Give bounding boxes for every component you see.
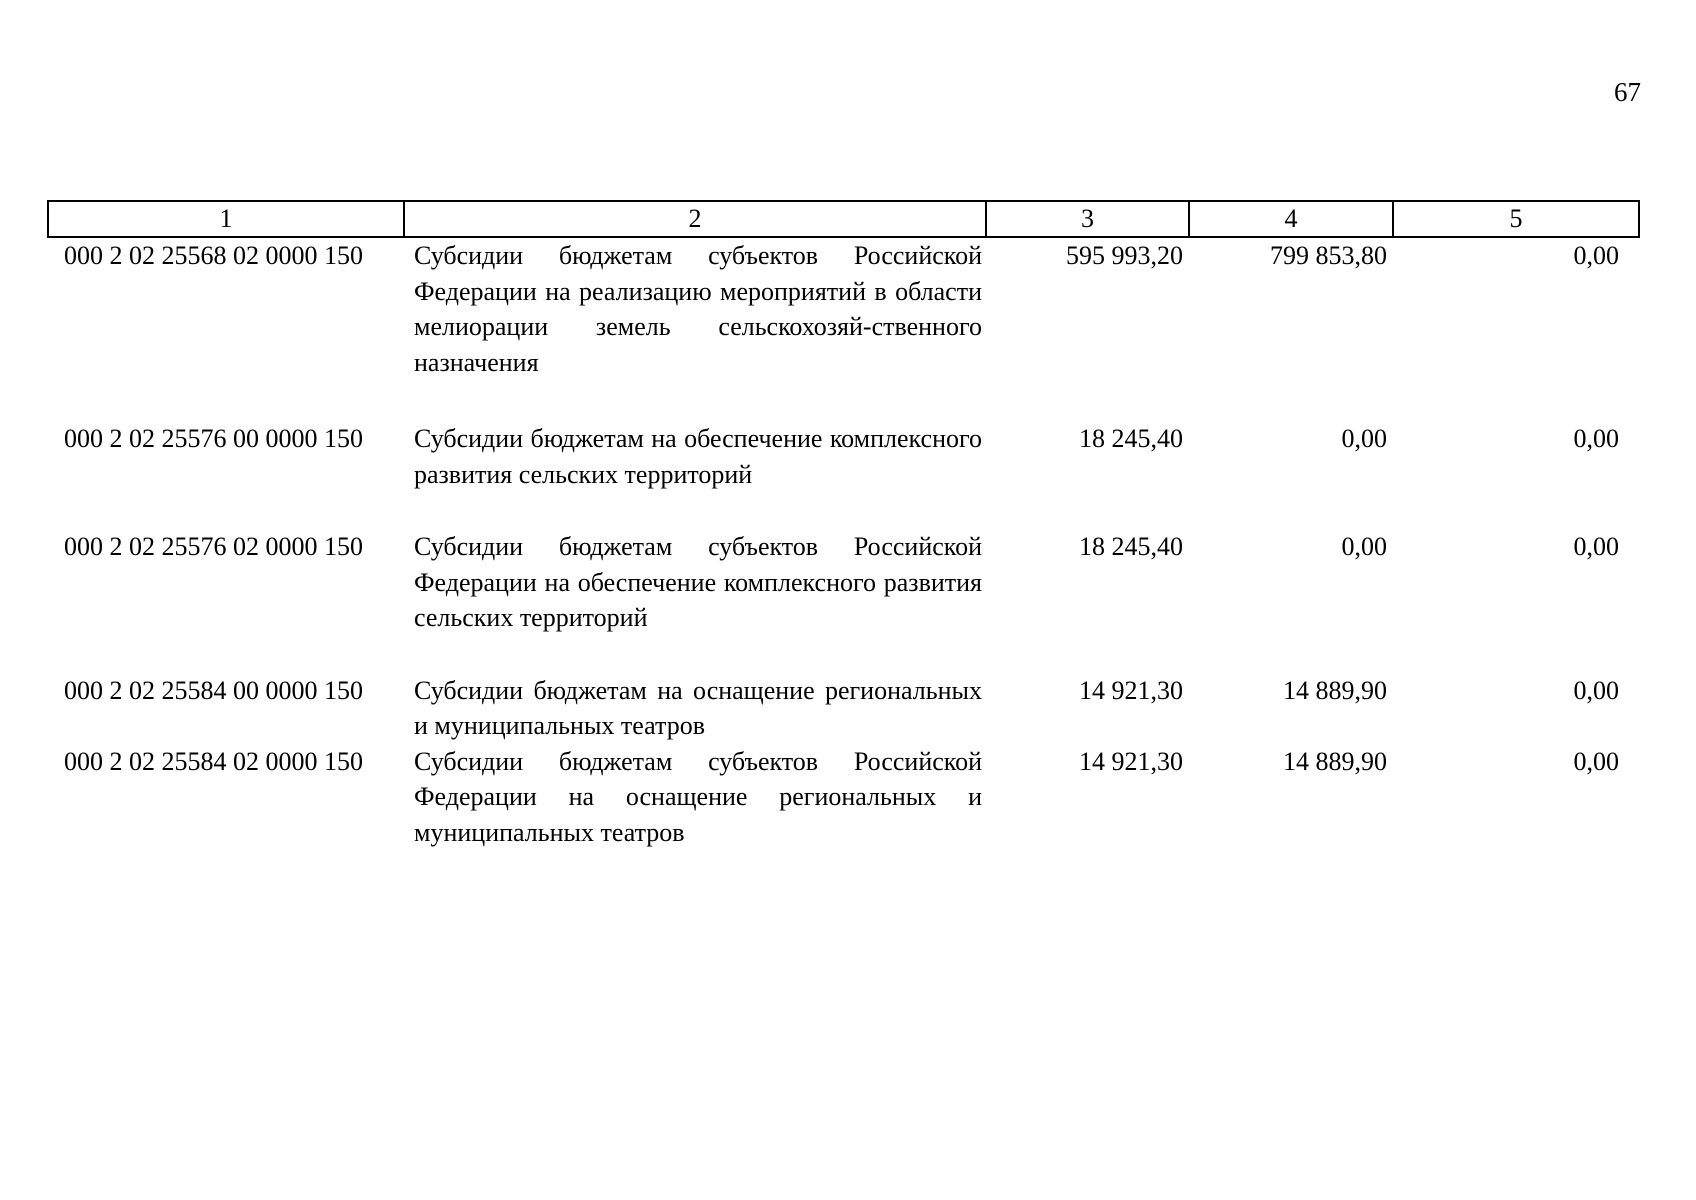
amount-col-5: 0,00: [1573, 241, 1619, 270]
item-name: Субсидии бюджетам на оснащение региональных и муниципальных театров: [414, 675, 982, 740]
amount-col-5: 0,00: [1573, 746, 1619, 776]
budget-code: 000 2 02 25568 02 0000 150: [64, 241, 363, 270]
table-row: [48, 421, 1639, 529]
table-body: [48, 237, 1639, 850]
table-header: [48, 201, 1639, 237]
amount-col-3: 595 993,20: [1066, 241, 1183, 270]
amount-col-5: 0,00: [1573, 424, 1619, 453]
amount-col-3: 18 245,40: [1079, 424, 1183, 453]
budget-table: [47, 200, 1640, 850]
amount-col-4: 14 889,90: [1283, 675, 1387, 705]
amount-col-3: 14 921,30: [1079, 746, 1183, 776]
budget-code: 000 2 02 25576 02 0000 150: [64, 532, 363, 561]
table-row: [48, 237, 1639, 421]
header-col-3: 3: [986, 201, 1189, 237]
header-col-4: 4: [1189, 201, 1393, 237]
amount-col-5: 0,00: [1573, 532, 1619, 561]
header-col-5: 5: [1393, 201, 1639, 237]
amount-col-4: 799 853,80: [1270, 241, 1387, 270]
budget-code: 000 2 02 25584 02 0000 150: [64, 746, 363, 776]
page-number: 67: [1614, 77, 1641, 107]
table-row: [48, 529, 1639, 673]
header-row: [48, 201, 1639, 237]
table-row: [48, 673, 1639, 744]
amount-col-4: 0,00: [1341, 424, 1387, 453]
item-name: Субсидии бюджетам на обеспечение комплексного развития сельских территорий: [414, 424, 982, 489]
item-name: Субсидии бюджетам субъектов Российской Федерации на оснащение региональных и муниципальных театров: [414, 746, 982, 847]
amount-col-4: 0,00: [1341, 532, 1387, 561]
amount-col-3: 18 245,40: [1079, 532, 1183, 561]
budget-code: 000 2 02 25576 00 0000 150: [64, 424, 363, 453]
budget-code: 000 2 02 25584 00 0000 150: [64, 675, 363, 705]
amount-col-3: 14 921,30: [1079, 675, 1183, 705]
amount-col-5: 0,00: [1573, 675, 1619, 705]
amount-col-4: 14 889,90: [1283, 746, 1387, 776]
item-name: Субсидии бюджетам субъектов Российской Федерации на обеспечение комплексного развития сельских территорий: [414, 532, 982, 632]
header-col-1: 1: [48, 201, 404, 237]
header-col-2: 2: [404, 201, 986, 237]
table-row: [48, 744, 1639, 851]
item-name: Субсидии бюджетам субъектов Российской Федерации на реализацию мероприятий в области мелиорации земель сельскохозяй-ственного назначения: [414, 241, 982, 377]
